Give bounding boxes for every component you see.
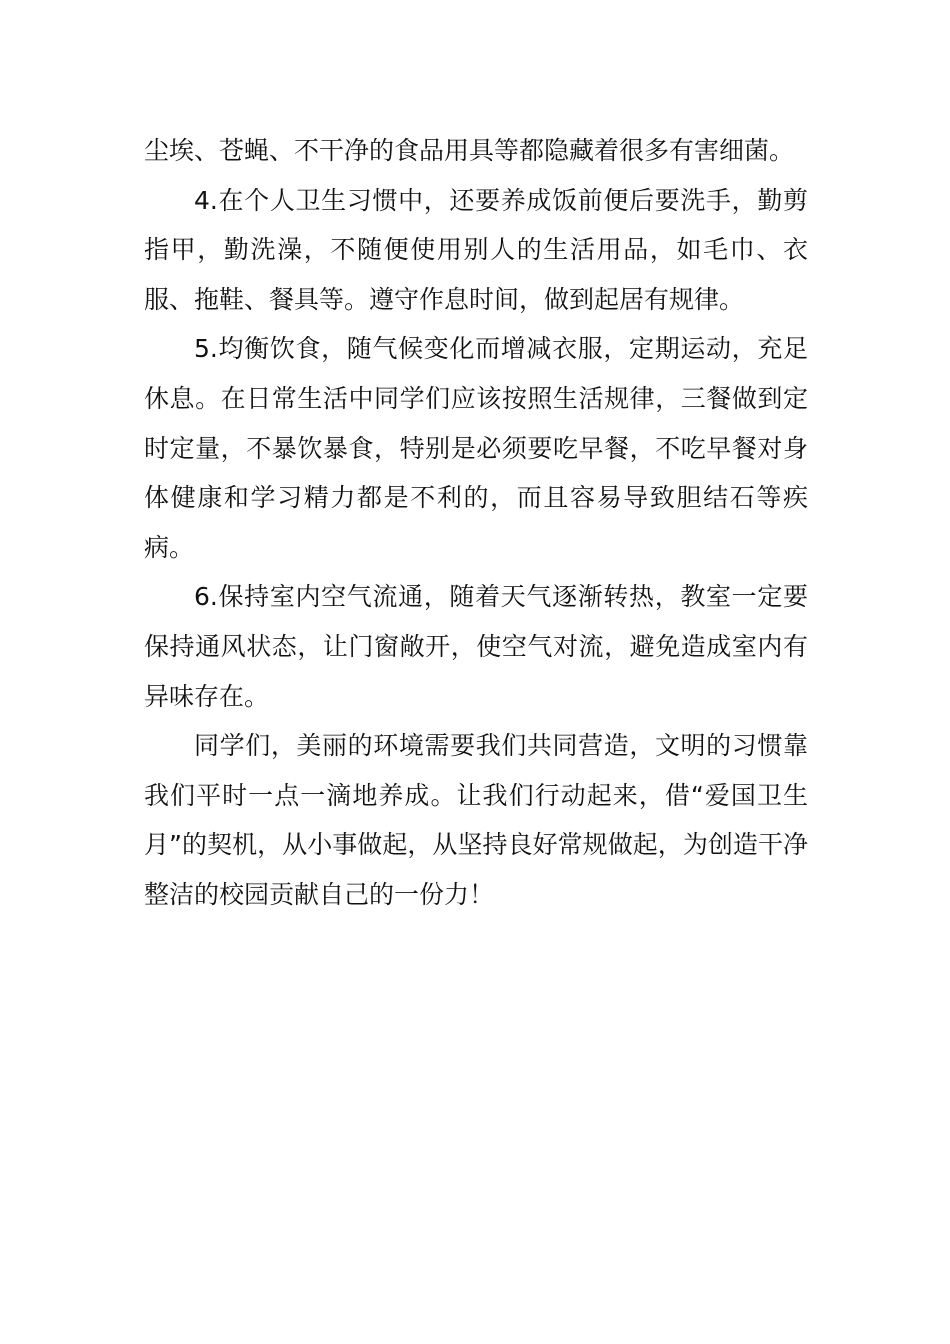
paragraph-item-4: 4.在个人卫生习惯中，还要养成饭前便后要洗手，勤剪指甲，勤洗澡，不随便使用别人的生活用品，如毛巾、衣服、拖鞋、餐具等。遵守作息时间，做到起居有规律。: [144, 185, 808, 314]
paragraph-continuation: 尘埃、苍蝇、不干净的食品用具等都隐藏着很多有害细菌。: [144, 136, 795, 165]
document-body: [144, 126, 808, 920]
paragraph-item-6: 6.保持室内空气流通，随着天气逐渐转热，教室一定要保持通风状态，让门窗敞开，使空气对流，避免造成室内有异味存在。: [144, 582, 808, 711]
paragraph-closing: 同学们，美丽的环境需要我们共同营造，文明的习惯靠我们平时一点一滴地养成。让我们行动起来，借“爱国卫生月”的契机，从小事做起，从坚持良好常规做起，为创造干净整洁的校园贡献自己的一份力！: [144, 731, 808, 909]
paragraph-item-5: 5.均衡饮食，随气候变化而增减衣服，定期运动，充足休息。在日常生活中同学们应该按照生活规律，三餐做到定时定量，不暴饮暴食，特别是必须要吃早餐，不吃早餐对身体健康和学习精力都是不利的，而且容易导致胆结石等疾病。: [144, 334, 808, 562]
